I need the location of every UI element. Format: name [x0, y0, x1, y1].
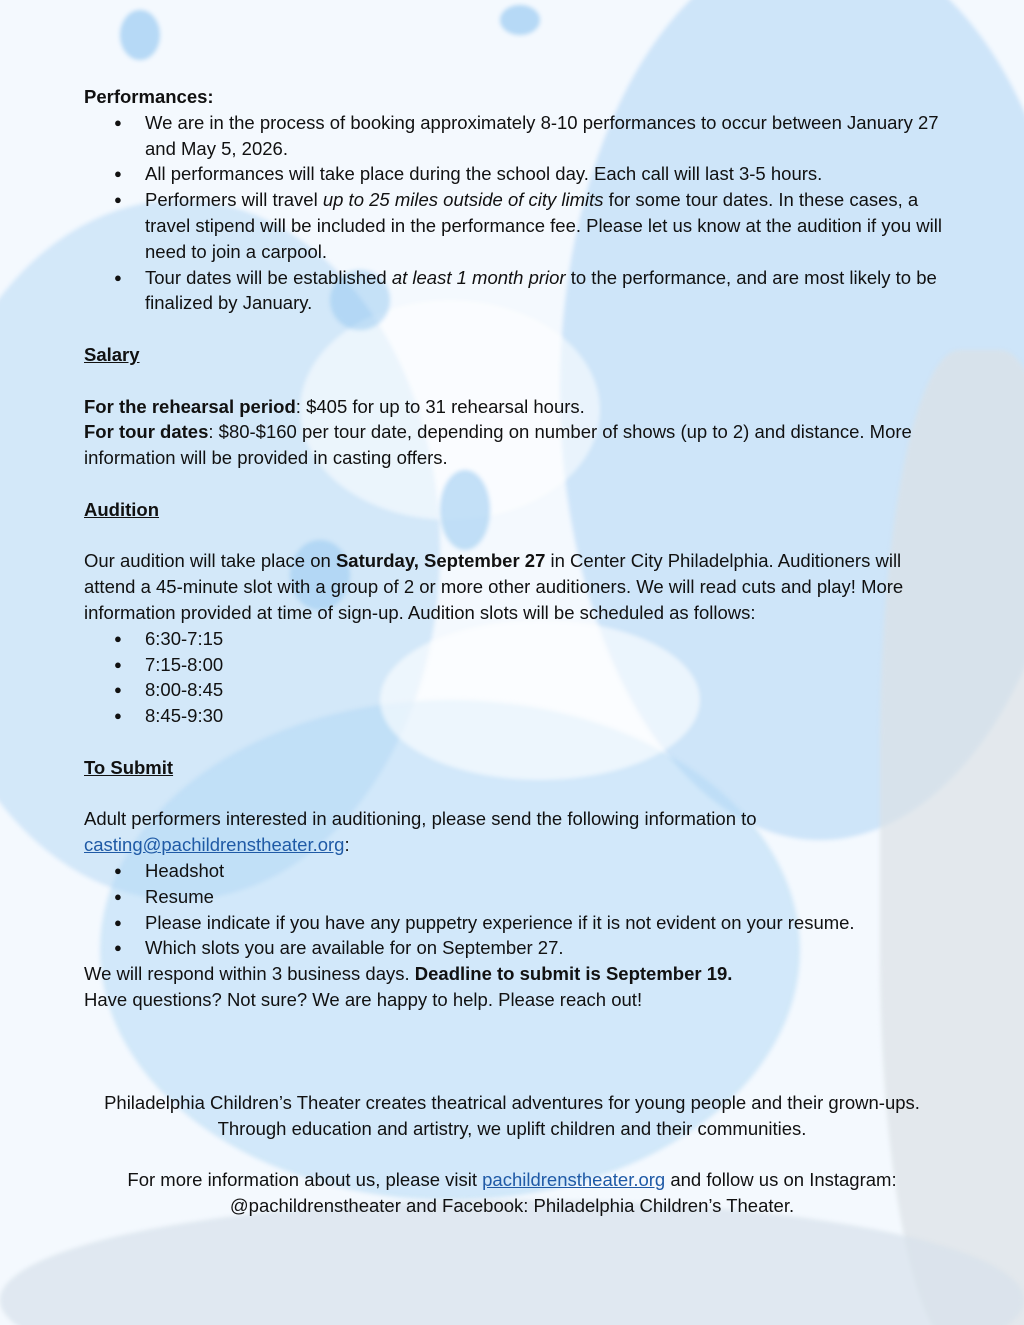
audition-heading: Audition — [84, 498, 160, 520]
response-text: We will respond within 3 business days. — [84, 963, 415, 985]
audition-date: Saturday, September 27 — [335, 550, 546, 572]
item-text: We are in the process of booking approximately 8-10 performances to occur between January 27 and May 5, 2026. — [145, 111, 939, 159]
list-item — [84, 265, 954, 317]
deadline-text: Deadline to submit is September 19. — [414, 963, 733, 985]
intro-text: Adult performers interested in auditioning, please send the following information to — [84, 808, 757, 830]
audition-intro — [84, 548, 954, 625]
casting-email-link[interactable]: casting@pachildrenstheater.org — [84, 834, 345, 856]
item-text: Tour dates will be established — [145, 266, 392, 288]
item-emphasis: at least 1 month prior — [391, 266, 566, 288]
audition-slots — [84, 626, 954, 729]
list-item: ● Resume — [84, 884, 954, 910]
slot-item: ● 8:45-9:30 — [84, 703, 954, 729]
item-text: Performers will travel — [145, 189, 323, 211]
slot-item: ● 8:00-8:45 — [84, 677, 954, 703]
performances-heading: Performances: — [84, 86, 214, 107]
list-item: ● Which slots you are available for on September 27. — [84, 935, 954, 961]
intro-text: Our audition will take place on — [84, 550, 336, 572]
item-emphasis: up to 25 miles outside of city limits — [322, 189, 604, 211]
submit-intro — [84, 806, 954, 858]
salary-rehearsal — [84, 394, 954, 420]
intro-text: in Center City Philadelphia. Auditioners will attend a 45-minute slot with a group of 2 or more other auditioners. We will read cuts and play! More information provided at time of sign-up. Audition slots will be scheduled as follows: — [84, 550, 904, 623]
salary-tour — [84, 419, 954, 471]
more-info-text: and follow us on Instagram: @pachildrenstheater and Facebook: Philadelphia Children’s Theater. — [229, 1169, 897, 1217]
list-item — [84, 110, 954, 162]
list-item — [84, 187, 954, 264]
questions-text: Have questions? Not sure? We are happy to help. Please reach out! — [84, 988, 643, 1010]
performances-list — [84, 110, 954, 316]
submit-response — [84, 961, 954, 987]
mission-statement: Philadelphia Children’s Theater creates theatrical adventures for young people and their grown-ups. Through education and artistry, we uplift children and their communities. — [104, 1092, 920, 1139]
list-item — [84, 161, 954, 187]
submit-list — [84, 858, 954, 961]
list-item: ● Headshot — [84, 858, 954, 884]
rehearsal-label: For the rehearsal period — [84, 395, 296, 417]
rehearsal-text: : $405 for up to 31 rehearsal hours. — [295, 395, 585, 417]
website-link[interactable]: pachildrenstheater.org — [482, 1169, 666, 1191]
list-item: ● Please indicate if you have any puppetry experience if it is not evident on your resume. — [84, 910, 954, 936]
slot-item: ● 7:15-8:00 — [84, 652, 954, 678]
more-info-text: For more information about us, please visit — [127, 1169, 483, 1191]
tour-text: : $80-$160 per tour date, depending on number of shows (up to 2) and distance. More information will be provided in casting offers. — [84, 421, 912, 469]
footer — [84, 1090, 940, 1219]
tour-label: For tour dates — [84, 421, 209, 443]
item-text: for some tour dates. In these cases, a travel stipend will be included in the performance fee. Please let us know at the audition if you will need to join a carpool. — [145, 189, 942, 262]
submit-heading: To Submit — [84, 756, 174, 778]
item-text: All performances will take place during the school day. Each call will last 3-5 hours. — [145, 163, 823, 185]
item-text: to the performance, and are most likely to be finalized by January. — [145, 266, 937, 314]
punctuation: : — [344, 834, 350, 856]
salary-heading: Salary — [84, 343, 140, 365]
document-body — [84, 84, 954, 1013]
slot-item: ● 6:30-7:15 — [84, 626, 954, 652]
more-info — [84, 1167, 940, 1219]
